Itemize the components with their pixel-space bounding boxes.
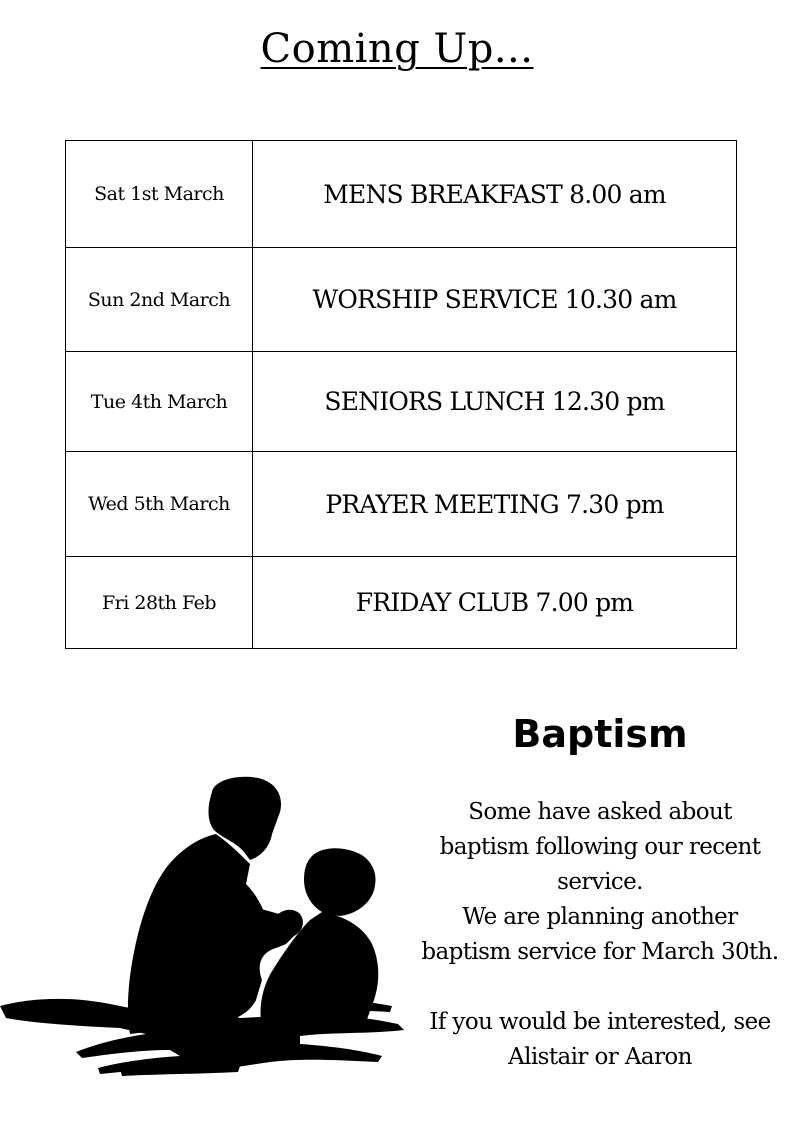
event-date: Sat 1st March bbox=[66, 141, 253, 248]
table-row bbox=[66, 452, 737, 557]
contact-line: If you would be interested, see bbox=[429, 1009, 771, 1035]
event-date: Tue 4th March bbox=[66, 352, 253, 452]
events-table bbox=[65, 140, 737, 649]
baptism-notice bbox=[405, 795, 794, 1075]
event-name: SENIORS LUNCH 12.30 pm bbox=[253, 352, 737, 452]
notice-line: Some have asked about bbox=[468, 799, 732, 825]
notice-line: service. bbox=[557, 869, 643, 895]
table-row bbox=[66, 248, 737, 352]
event-date: Sun 2nd March bbox=[66, 248, 253, 352]
event-name: WORSHIP SERVICE 10.30 am bbox=[253, 248, 737, 352]
event-name: MENS BREAKFAST 8.00 am bbox=[253, 141, 737, 248]
baptism-heading: Baptism bbox=[512, 712, 688, 756]
notice-line: We are planning another bbox=[462, 904, 738, 930]
notice-line: baptism following our recent bbox=[439, 834, 761, 860]
event-date: Fri 28th Feb bbox=[66, 557, 253, 649]
table-row bbox=[66, 352, 737, 452]
event-name: PRAYER MEETING 7.30 pm bbox=[253, 452, 737, 557]
table-row bbox=[66, 141, 737, 248]
notice-line: baptism service for March 30th. bbox=[421, 939, 779, 965]
page-title: Coming Up... bbox=[260, 26, 534, 72]
paragraph-gap bbox=[405, 970, 794, 1005]
event-name: FRIDAY CLUB 7.00 pm bbox=[253, 557, 737, 649]
table-row bbox=[66, 557, 737, 649]
baptism-silhouette-icon bbox=[0, 772, 420, 1077]
contact-line: Alistair or Aaron bbox=[508, 1044, 692, 1070]
event-date: Wed 5th March bbox=[66, 452, 253, 557]
